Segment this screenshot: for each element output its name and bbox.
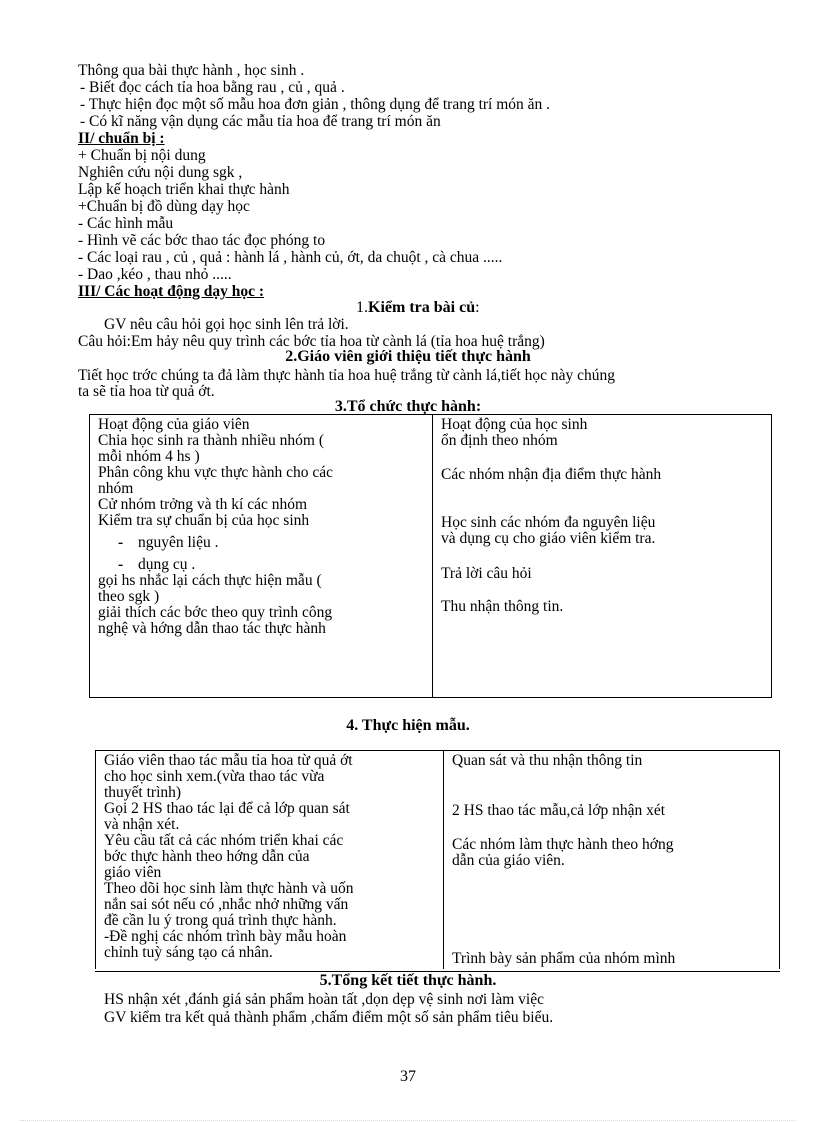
cell-line: Hoạt động của học sinh [441,416,588,433]
intro-line: - Thực hiện đọc một số mẫu hoa đơn giản , thông dụng để trang trí món ăn . [80,96,551,113]
section-heading: III/ Các hoạt động dạy học : [78,283,265,300]
cell-line: Cử nhóm trởng và th kí các nhóm [98,496,308,513]
cell-line: Các nhóm nhận địa điểm thực hành [441,466,662,483]
subheading-tong-ket: 5.Tổng kết tiết thực hành. [319,972,497,989]
intro-line: - Có kĩ năng vận dụng các mẫu tỉa hoa để trang trí món ăn [80,113,441,130]
cell-line: -Đề nghị các nhóm trình bày mẫu hoàn [104,928,347,945]
cell-line: dẫn của giáo viên. [452,852,565,869]
cell-line: nhóm [98,480,134,497]
cell-line: giải thích các bớc theo quy trình công [98,604,333,621]
cell-line: thuyết trình) [104,784,182,801]
summary-line: GV kiểm tra kết quả thành phẩm ,chấm điểm một số sản phẩm tiêu biểu. [104,1009,554,1026]
student-demo-cell [444,751,780,970]
cell-line: Kiểm tra sự chuẩn bị của học sinh [98,512,310,529]
summary-line: HS nhận xét ,đánh giá sản phẩm hoàn tất ,dọn dẹp vệ sinh nơi làm việc [104,991,544,1008]
prep-line: - Các hình mẫu [78,215,174,232]
cell-line: Thu nhận thông tin. [441,598,564,615]
cell-line: gọi hs nhắc lại cách thực hiện mẫu ( [98,572,322,589]
student-activity-cell [433,415,772,698]
cell-line: theo sgk ) [98,588,160,605]
prep-line: + Chuẩn bị nội dung [78,147,206,164]
subheading-number: 1. [356,299,368,316]
prep-line: - Các loại rau , củ , quả : hành lá , hành củ, ớt, da chuột , cà chua ..... [78,249,503,266]
intro-line: - Biết đọc cách tỉa hoa bằng rau , củ , quả . [80,79,345,96]
cell-line: Phân công khu vực thực hành cho các [98,464,334,481]
cell-line: bớc thực hành theo hớng dẫn của [104,848,310,865]
cell-line: Hoạt động của giáo viên [98,416,250,433]
section-heading: II/ chuẩn bị : [78,130,165,147]
prep-line: +Chuẩn bị đồ dùng dạy học [78,198,250,215]
prep-line: - Hình vẽ các bớc thao tác đọc phóng to [78,232,326,249]
body-line: Tiết học trớc chúng ta đả làm thực hành tỉa hoa huệ trắng từ cành lá,tiết học này chúng [78,367,616,384]
prep-line: Lập kế hoạch triển khai thực hành [78,181,290,198]
cell-line: cho học sinh xem.(vừa thao tác vừa [104,768,325,785]
intro-line: Thông qua bài thực hành , học sinh . [78,62,305,79]
subheading-thuc-hien-mau: 4. Thực hiện mẫu. [346,717,470,734]
prep-line: Nghiên cứu nội dung sgk , [78,164,243,181]
subheading-colon: : [475,299,480,316]
cell-line: Trình bày sản phẩm của nhóm mình [452,950,676,967]
cell-line: Trả lời câu hỏi [441,565,532,582]
cell-line: đề cần lu ý trong quá trình thực hành. [104,912,337,929]
teacher-activity-cell [90,415,433,698]
cell-line: chỉnh tuỳ sáng tạo cá nhân. [104,944,273,961]
page-number: 37 [400,1068,416,1085]
cell-line: Theo dõi học sinh làm thực hành và uốn [104,880,354,897]
bullet-item: - dụng cụ . [118,557,424,573]
subheading-title: Kiểm tra bài củ [368,299,476,316]
subheading-to-chuc: 3.Tổ chức thực hành: [334,398,482,415]
cell-line: và nhận xét. [104,816,180,833]
cell-line: nghệ và hớng dẫn thao tác thực hành [98,620,326,637]
cell-line: Giáo viên thao tác mẫu tỉa hoa từ quả ớt [104,752,353,769]
activity-table [89,414,772,698]
cell-line: giáo viên [104,864,162,881]
cell-line: Yêu cầu tất cả các nhóm triển khai các [104,832,344,849]
cell-line: ổn định theo nhóm [441,432,558,449]
cell-line: Học sinh các nhóm đa nguyên liệu [441,514,656,531]
cell-line: nắn sai sót nếu có ,nhắc nhở những vấn [104,896,349,913]
cell-line: Chia học sinh ra thành nhiều nhóm ( [98,432,324,449]
bullet-item: - nguyên liệu . [118,535,424,551]
body-line: Câu hỏi:Em hảy nêu quy trình các bớc tỉa hoa từ cành lá (tỉa hoa huệ trắng) [78,333,545,350]
demo-table [95,750,780,969]
cell-line: Gọi 2 HS thao tác lại để cả lớp quan sát [104,800,350,817]
cell-line: Quan sát và thu nhận thông tin [452,752,643,769]
subheading-gioi-thieu: 2.Giáo viên giới thiệu tiết thực hành [285,348,531,365]
cell-line: và dụng cụ cho giáo viên kiểm tra. [441,530,656,547]
subheading-kiem-tra [356,299,480,316]
prep-line: - Dao ,kéo , thau nhỏ ..... [78,266,232,283]
body-line: GV nêu câu hỏi gọi học sinh lên trả lời. [104,316,349,333]
body-line: ta sẽ tỉa hoa từ quả ớt. [78,383,215,400]
cell-line: mỗi nhóm 4 hs ) [98,448,200,465]
cell-line: Các nhóm làm thực hành theo hớng [452,836,674,853]
page-edge-divider [20,1120,796,1121]
teacher-demo-cell [96,751,444,970]
cell-line: 2 HS thao tác mẫu,cả lớp nhận xét [452,802,666,819]
